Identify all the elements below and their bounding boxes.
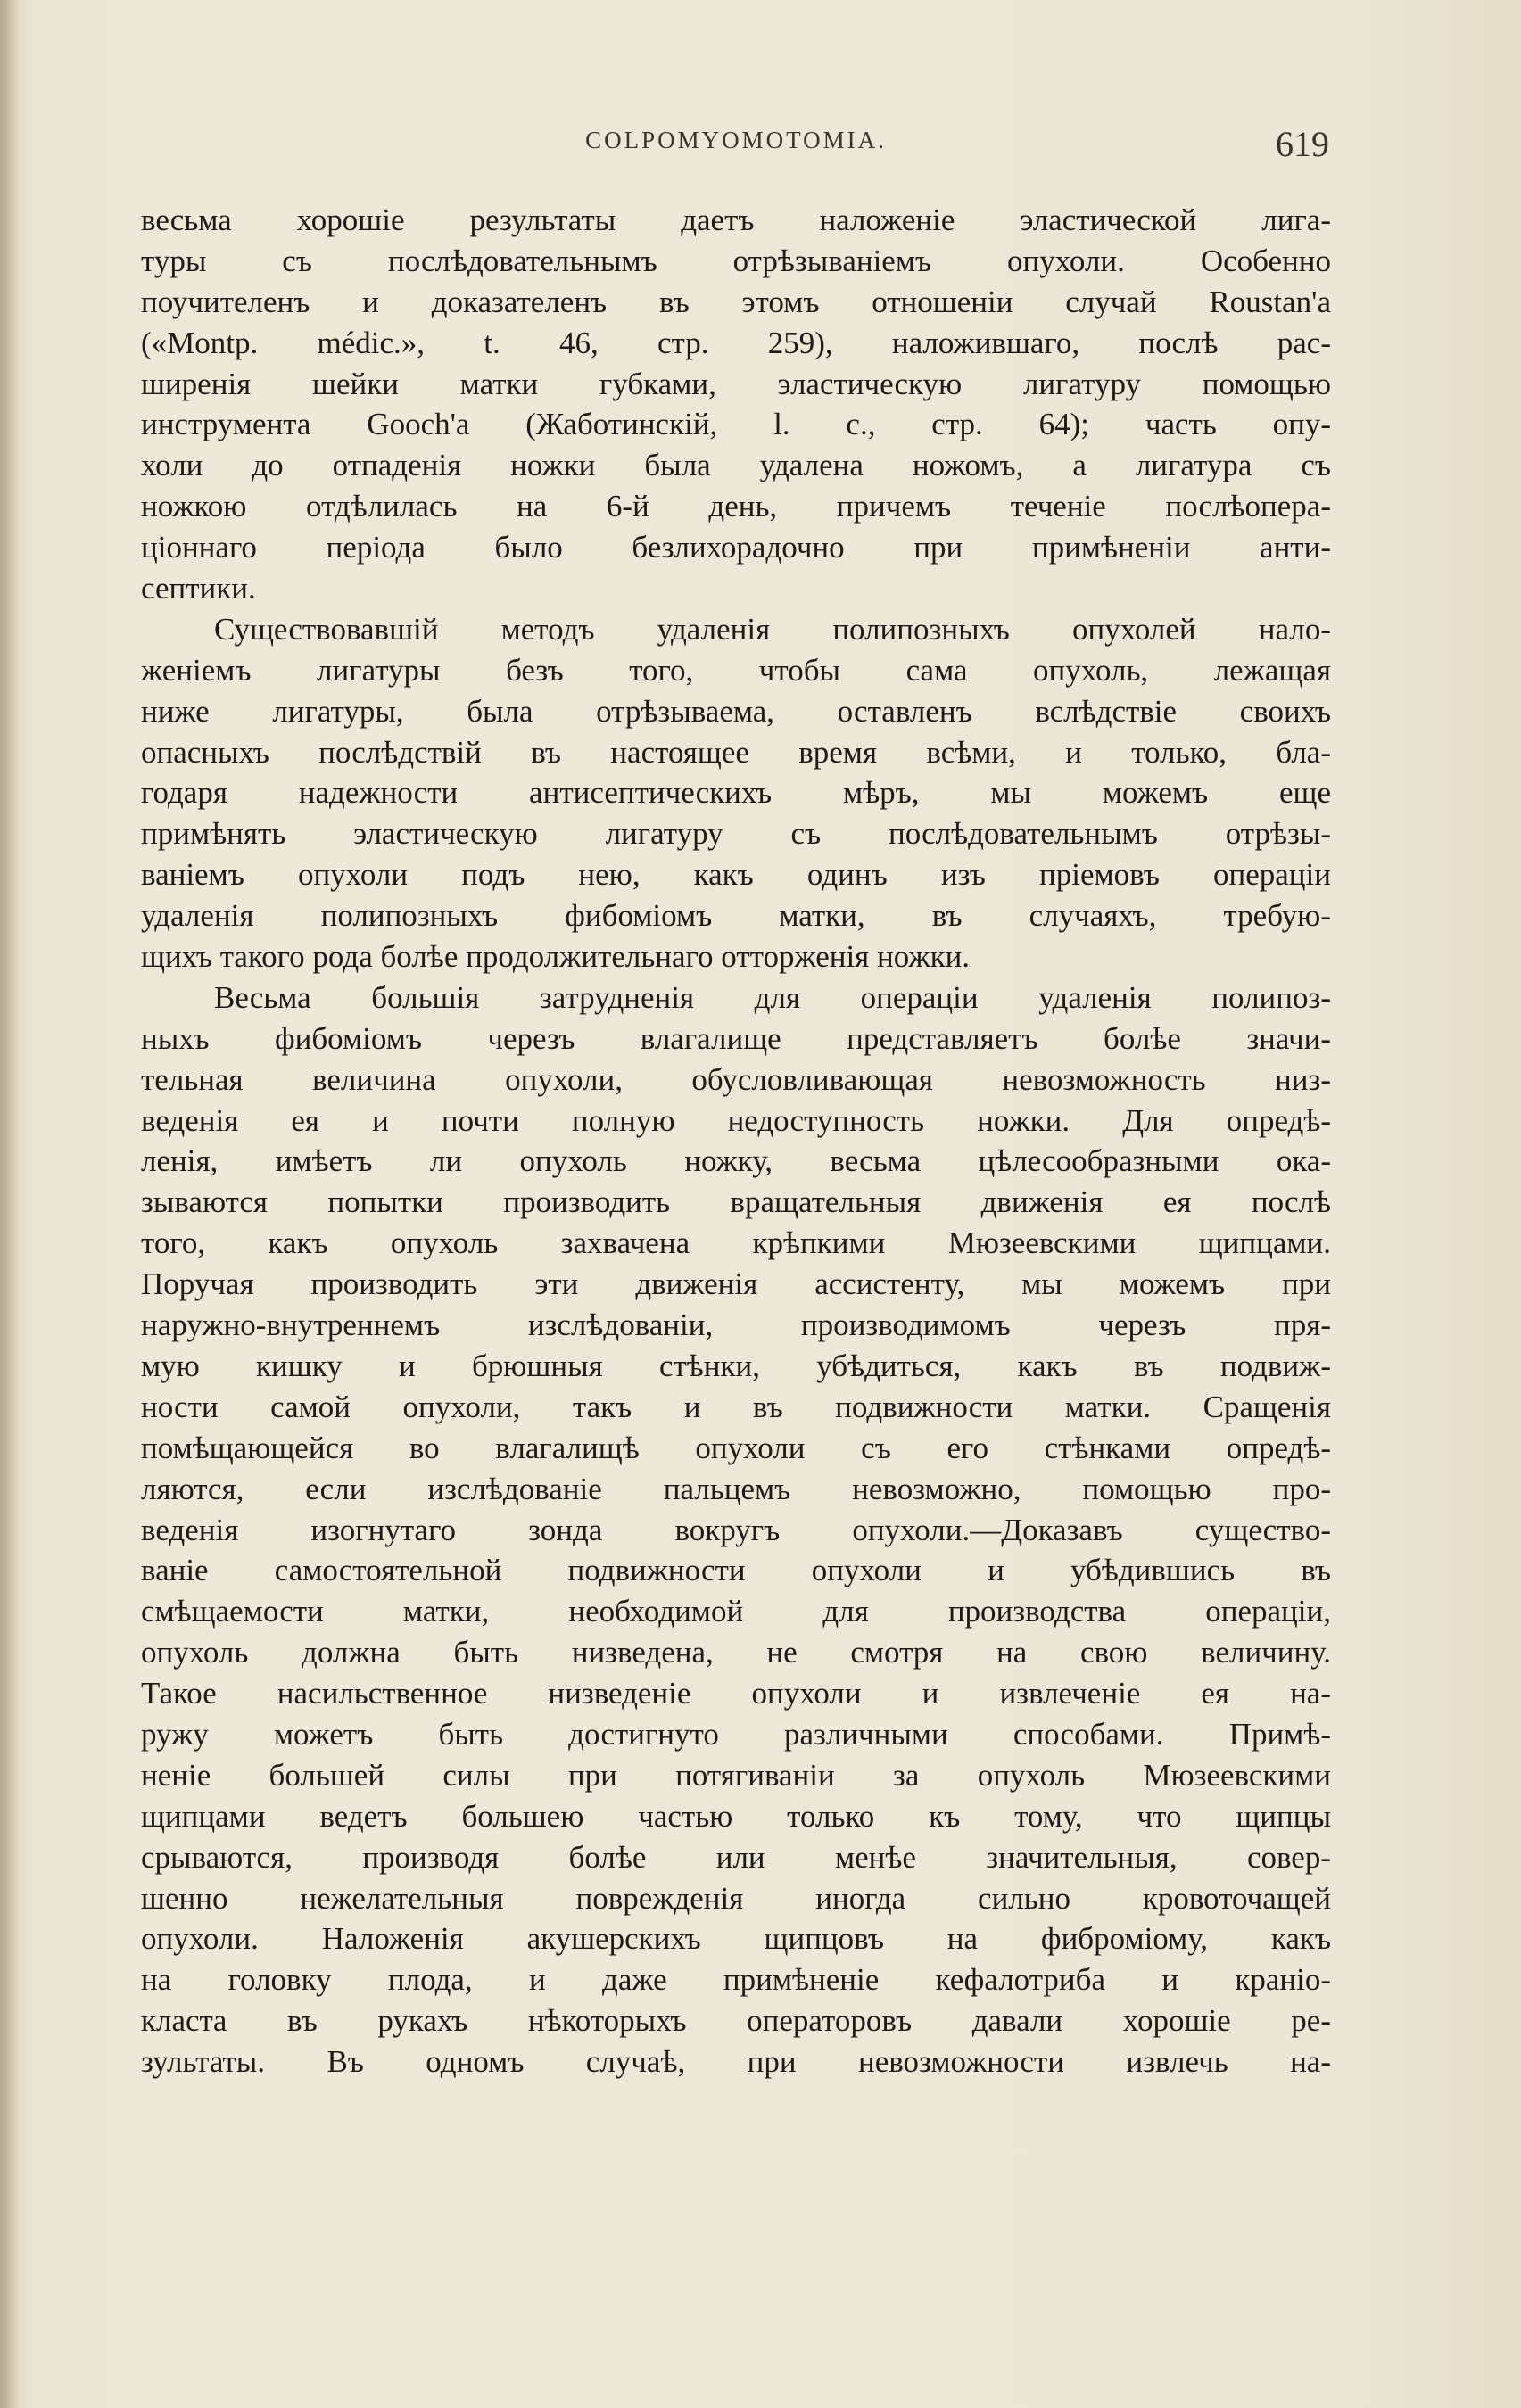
text-line: ниже лигатуры, была отрѣзываема, оставленъ вслѣдствіе своихъ	[141, 693, 1331, 729]
running-head	[143, 123, 1329, 168]
text-line: опухоль должна быть низведена, не смотря на свою величину.	[141, 1635, 1331, 1670]
text-line: того, какъ опухоль захвачена крѣпкими Мюзеевскими щипцами.	[141, 1225, 1331, 1261]
text-line: помѣщающейся во влагалищѣ опухоли съ его стѣнками опредѣ-	[141, 1430, 1331, 1465]
paragraph-start-line: Весьма большія затрудненія для операціи удаленія полипоз-	[214, 979, 1331, 1015]
binding-gutter	[0, 0, 20, 2408]
text-line: щипцами ведетъ большею частью только къ тому, что щипцы	[141, 1798, 1331, 1834]
text-line: на головку плода, и даже примѣненіе кефалотриба и краніо-	[141, 1962, 1331, 1998]
text-line: туры съ послѣдовательнымъ отрѣзываніемъ опухоли. Особенно	[141, 243, 1331, 278]
text-line: тельная величина опухоли, обусловливающая невозможность низ-	[141, 1061, 1331, 1097]
text-line: ціоннаго періода было безлихорадочно при примѣненіи анти-	[141, 530, 1331, 565]
text-line: удаленія полипозныхъ фибоміомъ матки, въ случаяхъ, требую-	[141, 898, 1331, 934]
text-line: ружу можетъ быть достигнуто различными способами. Примѣ-	[141, 1716, 1331, 1752]
text-line: поучителенъ и доказателенъ въ этомъ отношеніи случай Roustan'а	[141, 284, 1331, 319]
text-line: женіемъ лигатуры безъ того, чтобы сама опухоль, лежащая	[141, 652, 1331, 688]
text-line: веденія изогнутаго зонда вокругъ опухоли.—Доказавъ существо-	[141, 1512, 1331, 1547]
text-line: холи до отпаденія ножки была удалена ножомъ, а лигатура съ	[141, 448, 1331, 483]
text-line: ножкою отдѣлилась на 6-й день, причемъ теченіе послѣопера-	[141, 489, 1331, 524]
text-line: кластa въ рукахъ нѣкоторыхъ операторовъ давали хорошіе ре-	[141, 2003, 1331, 2039]
text-line: смѣщаемости матки, необходимой для производства операціи,	[141, 1594, 1331, 1629]
text-line: наружно-внутреннемъ изслѣдованіи, производимомъ черезъ пря-	[141, 1307, 1331, 1343]
text-line: ваніемъ опухоли подъ нею, какъ одинъ изъ пріемовъ операціи	[141, 857, 1331, 893]
text-line: ширенія шейки матки губками, эластическую лигатуру помощью	[141, 366, 1331, 401]
text-line: ленія, имѣетъ ли опухоль ножку, весьма цѣлесообразными ока-	[141, 1143, 1331, 1179]
text-line: неніе большей силы при потягиваніи за опухоль Мюзеевскими	[141, 1757, 1331, 1793]
text-line: веденія ея и почти полную недоступность ножки. Для опредѣ-	[141, 1102, 1331, 1138]
text-line: зываются попытки производить вращательныя движенія ея послѣ	[141, 1184, 1331, 1220]
text-line: ныхъ фибоміомъ черезъ влагалище представляетъ болѣе значи-	[141, 1020, 1331, 1056]
text-line: инструмента Gooch'а (Жаботинскій, l. c., стр. 64); часть опу-	[141, 407, 1331, 442]
paragraph-start-line: Существовавшій методъ удаленія полипозныхъ опухолей нало-	[214, 611, 1331, 647]
text-line: («Montp. médic.», t. 46, стр. 259), наложившаго, послѣ рас-	[141, 325, 1331, 360]
paragraph-end-line: септики.	[141, 571, 256, 606]
text-line: годаря надежности антисептическихъ мѣръ, мы можемъ еще	[141, 775, 1331, 811]
text-line: зультаты. Въ одномъ случаѣ, при невозможности извлечь на-	[141, 2044, 1331, 2080]
text-line: мую кишку и брюшныя стѣнки, убѣдиться, какъ въ подвиж-	[141, 1348, 1331, 1383]
text-line: опасныхъ послѣдствій въ настоящее время всѣми, и только, бла-	[141, 734, 1331, 770]
text-line: шенно нежелательныя поврежденія иногда сильно кровоточащей	[141, 1880, 1331, 1916]
text-line: ляются, если изслѣдованіе пальцемъ невозможно, помощью про-	[141, 1471, 1331, 1506]
body-text	[141, 200, 1331, 2082]
text-line: примѣнять эластическую лигатуру съ послѣдовательнымъ отрѣзы-	[141, 816, 1331, 852]
text-line: весьма хорошіе результаты даетъ наложеніе эластической лига-	[141, 202, 1331, 237]
text-line: Такое насильственное низведеніе опухоли и извлеченіе ея на-	[141, 1676, 1331, 1711]
paragraph-end-line: щихъ такого рода болѣе продолжительнаго отторженія ножки.	[141, 939, 971, 975]
text-line: Поручая производить эти движенія ассистенту, мы можемъ при	[141, 1266, 1331, 1302]
text-line: срываются, производя болѣе или менѣе значительныя, совер-	[141, 1839, 1331, 1875]
text-line: ваніе самостоятельной подвижности опухоли и убѣдившись въ	[141, 1553, 1331, 1588]
text-line: опухоли. Наложенія акушерскихъ щипцовъ на фиброміому, какъ	[141, 1921, 1331, 1957]
running-title: COLPOMYOMOTOMIA.	[585, 127, 887, 153]
text-line: ности самой опухоли, такъ и въ подвижности матки. Сращенія	[141, 1389, 1331, 1424]
page-number: 619	[1276, 124, 1329, 164]
